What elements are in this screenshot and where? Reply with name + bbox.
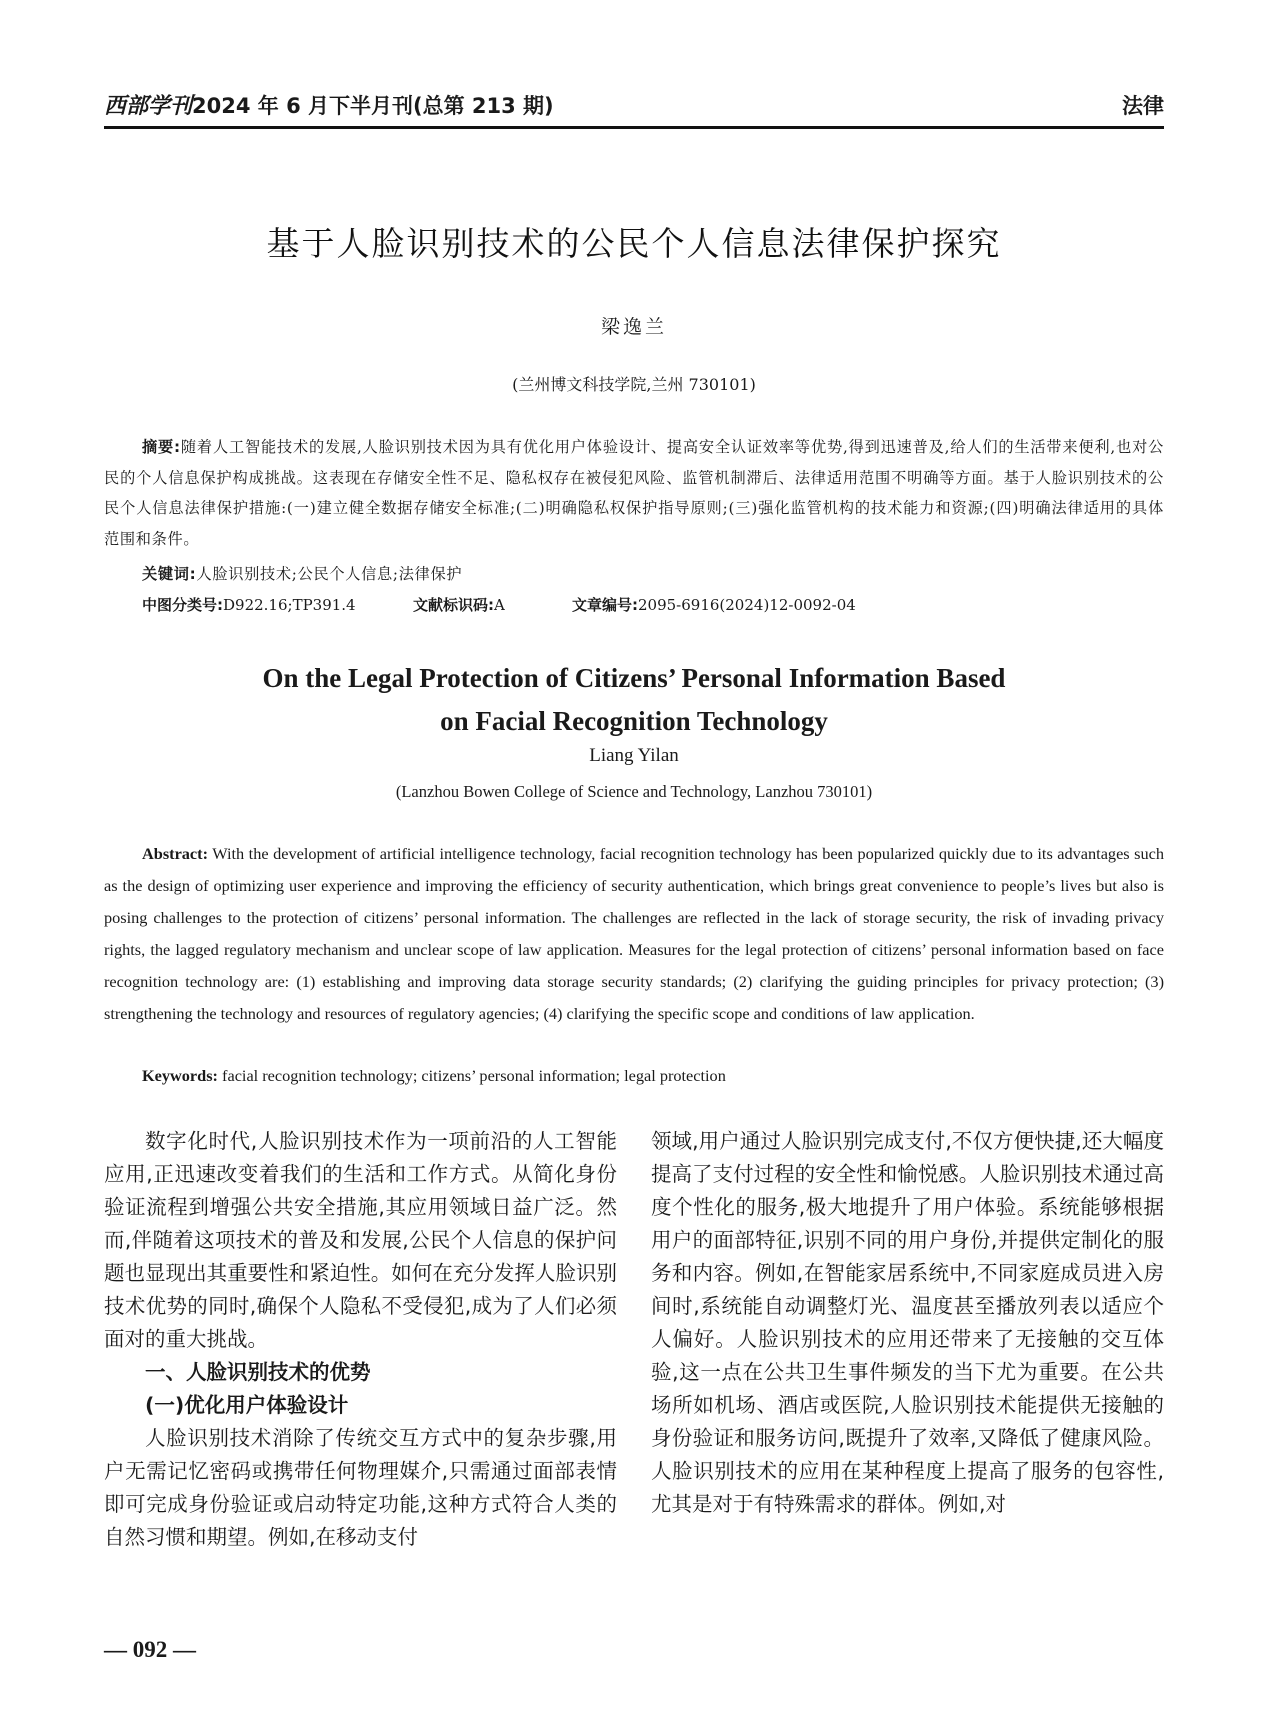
author-name-en: Liang Yilan: [589, 745, 679, 766]
keywords-cn: [142, 563, 462, 584]
document-code: 文献标识码:A: [413, 596, 505, 614]
page-number: — 092 —: [104, 1637, 196, 1662]
keywords-en-label: Keywords:: [142, 1066, 218, 1085]
body-paragraph: 数字化时代,人脸识别技术作为一项前沿的人工智能应用,正迅速改变着我们的生活和工作方式。从简化身份验证流程到增强公共安全措施,其应用领域日益广泛。然而,伴随着这项技术的普及和发展,公民个人信息的保护问题也显现出其重要性和紧迫性。如何在充分发挥人脸识别技术优势的同时,确保个人隐私不受侵犯,成为了人们必须面对的重大挑战。: [104, 1129, 617, 1351]
title-en-line-1: On the Legal Protection of Citizens’ Personal Information Based: [262, 663, 1006, 693]
abstract-en-label: Abstract:: [142, 844, 209, 863]
body-paragraph: 人脸识别技术消除了传统交互方式中的复杂步骤,用户无需记忆密码或携带任何物理媒介,只需通过面部表情即可完成身份验证或启动特定功能,这种方式符合人类的自然习惯和期望。例如,在移动支付: [104, 1426, 617, 1549]
body-column-left: [104, 1125, 617, 1554]
author-name-cn: 梁逸兰: [600, 316, 667, 338]
keywords-en: [142, 1066, 726, 1086]
body-column-right: [651, 1125, 1164, 1521]
article-number: 文章编号:2095-6916(2024)12-0092-04: [572, 596, 856, 614]
abstract-cn-label: 摘要:: [142, 438, 181, 456]
title-en-line-2: on Facial Recognition Technology: [440, 706, 828, 736]
section-name: 法律: [1122, 94, 1164, 118]
section-heading: 一、人脸识别技术的优势: [145, 1360, 371, 1384]
journal-logo: 西部学刊: [104, 93, 193, 119]
header-divider: [104, 126, 1164, 129]
clc-number: 中图分类号:D922.16;TP391.4: [142, 596, 356, 614]
subsection-heading: (一)优化用户体验设计: [145, 1393, 349, 1417]
affiliation-en: (Lanzhou Bowen College of Science and Technology, Lanzhou 730101): [395, 782, 873, 801]
body-paragraph: 领域,用户通过人脸识别完成支付,不仅方便快捷,还大幅度提高了支付过程的安全性和愉悦感。人脸识别技术通过高度个性化的服务,极大地提升了用户体验。系统能够根据用户的面部特征,识别不同的用户身份,并提供定制化的服务和内容。例如,在智能家居系统中,不同家庭成员进入房间时,系统能自动调整灯光、温度甚至播放列表以适应个人偏好。人脸识别技术的应用还带来了无接触的交互体验,这一点在公共卫生事件频发的当下尤为重要。在公共场所如机场、酒店或医院,人脸识别技术能提供无接触的身份验证和服务访问,既提升了效率,又降低了健康风险。人脸识别技术的应用在某种程度上提高了服务的包容性,尤其是对于有特殊需求的群体。例如,对: [651, 1129, 1164, 1516]
affiliation-cn: (兰州博文科技学院,兰州 730101): [512, 375, 756, 394]
keywords-cn-label: 关键词:: [142, 565, 197, 583]
abstract-cn-text: 随着人工智能技术的发展,人脸识别技术因为具有优化用户体验设计、提高安全认证效率等优势,得到迅速普及,给人们的生活带来便利,也对公民的个人信息保护构成挑战。这表现在存储安全性不足、隐私权存在被侵犯风险、监管机制滞后、法律适用范围不明确等方面。基于人脸识别技术的公民个人信息法律保护措施:(一)建立健全数据存储安全标准;(二)明确隐私权保护指导原则;(三)强化监管机构的技术能力和资源;(四)明确法律适用的具体范围和条件。: [104, 438, 1164, 548]
abstract-en-text: With the development of artificial intelligence technology, facial recognition technology has been popularized quickly due to its advantages such as the design of optimizing user experience and improving the efficiency of security authentication, which brings great convenience to people’s lives but also is posing challenges to the protection of citizens’ personal information. The challenges are reflected in the lack of storage security, the risk of invading privacy rights, the lagged regulatory mechanism and unclear scope of law application. Measures for the legal protection of citizens’ personal information based on face recognition technology are: (1) establishing and improving data storage security standards; (2) clarifying the guiding principles for privacy protection; (3) strengthening the technology and resources of regulatory agencies; (4) clarifying the specific scope and conditions of law application.: [104, 844, 1164, 1023]
running-header: [104, 80, 1164, 120]
header-journal-info: [104, 89, 554, 120]
abstract-cn: [104, 432, 1164, 554]
issue-info: 2024 年 6 月下半月刊(总第 213 期): [192, 94, 554, 118]
article-title-cn: 基于人脸识别技术的公民个人信息法律保护探究: [266, 224, 1002, 263]
keywords-en-text: facial recognition technology; citizens’ personal information; legal protection: [222, 1066, 726, 1085]
article-title-en: [104, 657, 1164, 743]
abstract-en: [104, 838, 1164, 1030]
keywords-cn-text: 人脸识别技术;公民个人信息;法律保护: [196, 565, 463, 583]
